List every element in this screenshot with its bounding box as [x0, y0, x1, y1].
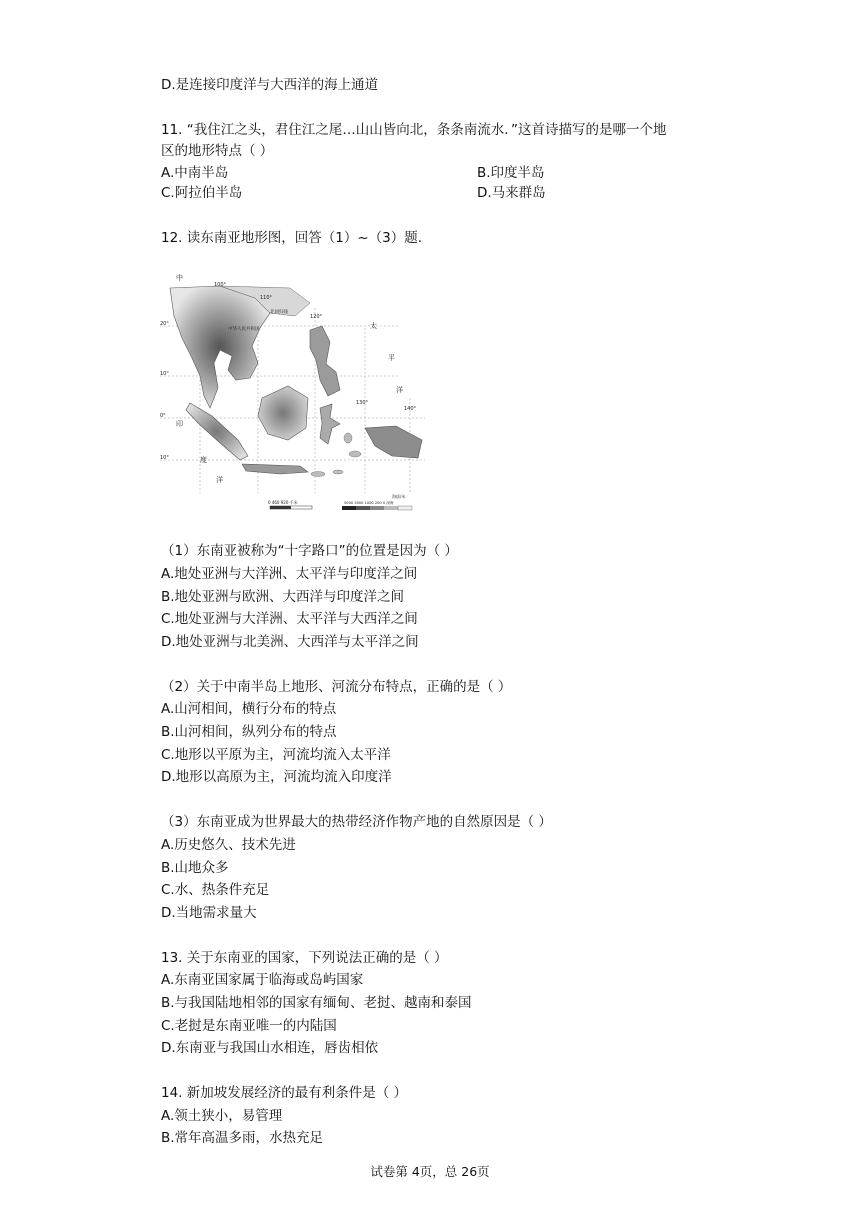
map-label-lon-130: 130° [356, 400, 369, 406]
q13-option-d: D.东南亚与我国山水相连，唇齿相依 [161, 1040, 379, 1056]
q13-option-c: C.老挝是东南亚唯一的内陆国 [161, 1018, 337, 1034]
borneo-island [258, 386, 308, 440]
sulawesi-island [320, 404, 340, 444]
q11-option-b: B.印度半岛 [477, 165, 545, 181]
q11-option-c: C.阿拉伯半岛 [161, 185, 243, 201]
new-guinea-island [365, 426, 422, 458]
q11-stem-line2: 区的地形特点（ ） [161, 143, 274, 159]
q12-sub3-option-b: B.山地众多 [161, 860, 229, 876]
q12-stem: 12. 读东南亚地形图，回答（1）~（3）题. [161, 230, 423, 246]
map-label-china: 中华人民共和国 [228, 327, 260, 332]
q12-sub1-stem: （1）东南亚被称为“十字路口”的位置是因为（ ） [161, 543, 458, 559]
q13-option-a: A.东南亚国家属于临海或岛屿国家 [161, 972, 364, 988]
q12-sub1-option-a: A.地处亚洲与大洋洲、太平洋与印度洋之间 [161, 566, 418, 582]
q12-sub3-option-a: A.历史悠久、技术先进 [161, 837, 296, 853]
q12-sub2-option-a: A.山河相间，横行分布的特点 [161, 701, 337, 717]
q12-sub2-option-d: D.地形以高原为主，河流均流入印度洋 [161, 769, 392, 785]
map-scale-values: 0 460 920 千米 [268, 500, 298, 505]
map-scale-bar [268, 499, 312, 509]
q12-sub1-option-b: B.地处亚洲与欧洲、大西洋与印度洋之间 [161, 589, 405, 605]
map-label-lat-0: 0° [160, 413, 166, 419]
page-footer: 试卷第 4页，总 26页 [370, 1164, 490, 1179]
q14-option-b: B.常年高温多雨，水热充足 [161, 1130, 324, 1146]
map-label-lat-10: 10° [160, 371, 169, 377]
q12-sub2-stem: （2）关于中南半岛上地形、河流分布特点，正确的是（ ） [161, 679, 512, 695]
q11-option-d: D.马来群岛 [477, 185, 546, 201]
q14-stem: 14. 新加坡发展经济的最有利条件是（ ） [161, 1085, 408, 1101]
indochina-landmass [170, 286, 270, 408]
q12-sub1-option-c: C.地处亚洲与大洋洲、太平洋与大西洋之间 [161, 611, 418, 627]
map-legend-values: 5000 3000 1000 200 0 深海 [344, 501, 394, 505]
q12-sub3-stem: （3）东南亚成为世界最大的热带经济作物产地的自然原因是（ ） [161, 814, 552, 830]
q12-sub3-option-d: D.当地需求量大 [161, 905, 257, 921]
map-label-tropic: 北回归线 [270, 310, 288, 315]
map-label-du: 度 [200, 456, 207, 464]
map-label-lon-100: 100° [214, 282, 227, 288]
map-label-yin: 印 [176, 420, 183, 428]
map-label-lat-10s: 10° [160, 455, 169, 461]
q11-option-a: A.中南半岛 [161, 165, 229, 181]
map-label-ping: 平 [388, 354, 395, 362]
q12-sub1-option-d: D.地处亚洲与北美洲、大西洋与太平洋之间 [161, 634, 419, 650]
map-label-lon-120: 120° [310, 314, 323, 320]
q14-option-a: A.领土狭小，易管理 [161, 1108, 283, 1124]
sumatra-island [186, 403, 248, 460]
java-island [242, 464, 308, 474]
philippines-islands [310, 326, 340, 396]
southeast-asia-map [160, 268, 432, 516]
q12-sub2-option-b: B.山河相间，纵列分布的特点 [161, 724, 337, 740]
small-islands [311, 433, 361, 477]
map-label-zhong: 中 [176, 274, 183, 282]
map-legend-label: 海拔/米 [392, 494, 406, 499]
map-elevation-legend [342, 493, 412, 510]
q10-option-d: D.是连接印度洋与大西洋的海上通道 [161, 77, 379, 93]
q12-sub3-option-c: C.水、热条件充足 [161, 882, 270, 898]
map-label-tai: 太 [370, 322, 377, 330]
map-label-lon-140: 140° [404, 406, 417, 412]
q11-stem-line1: 11. “我住江之头，君住江之尾…山山皆向北，条条南流水．”这首诗描写的是哪一个地 [161, 122, 667, 138]
q12-sub2-option-c: C.地形以平原为主，河流均流入太平洋 [161, 747, 391, 763]
q13-option-b: B.与我国陆地相邻的国家有缅甸、老挝、越南和泰国 [161, 995, 472, 1011]
map-label-lat-20: 20° [160, 321, 169, 327]
map-label-yang2: 洋 [216, 476, 223, 484]
map-label-lon-110: 110° [260, 295, 273, 301]
q13-stem: 13. 关于东南亚的国家，下列说法正确的是（ ） [161, 950, 448, 966]
map-label-yang: 洋 [396, 386, 403, 394]
